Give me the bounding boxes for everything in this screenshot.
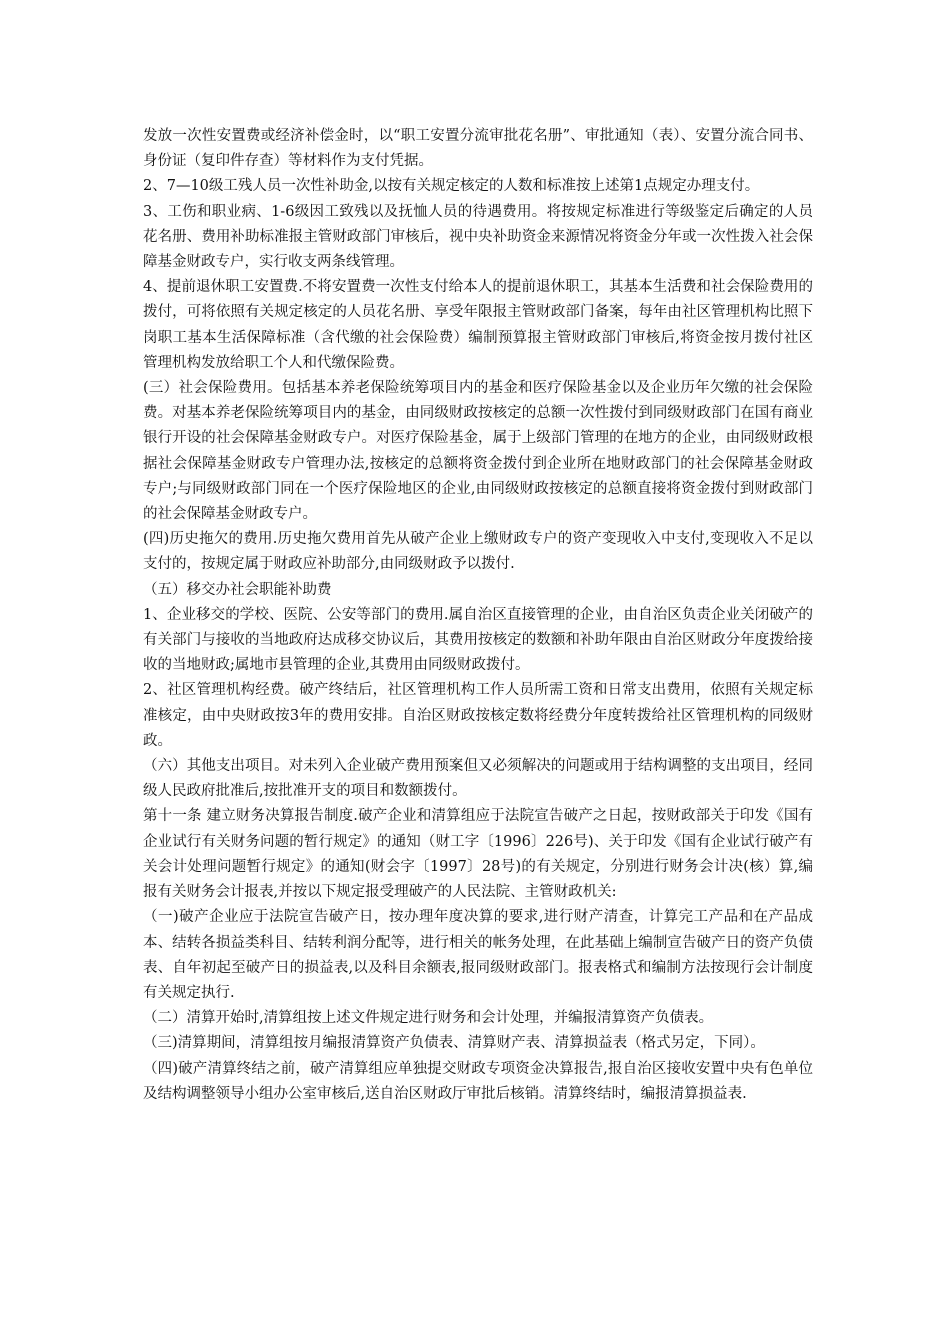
paragraph-14: （三)清算期间，清算组按月编报清算资产负债表、清算财产表、清算损益表（格式另定，下同）。: [143, 1035, 765, 1052]
paragraph-8: 1、企业移交的学校、医院、公安等部门的费用.属自治区直接管理的企业，由自治区负责企业关闭破产的有关部门与接收的当地政府达成移交协议后，其费用按核定的数额和补助年限由自治区财政分年度拨给接收的当地财政;属地市县管理的企业,其费用由同级财政拨付。: [143, 606, 813, 674]
paragraph-13: （二）清算开始时,清算组按上述文件规定进行财务和会计处理，并编报清算资产负债表。: [143, 1010, 714, 1027]
paragraph-5: (三）社会保险费用。包括基本养老保险统筹项目内的基金和医疗保险基金以及企业历年欠缴的社会保险费。对基本养老保险统筹项目内的基金，由同级财政按核定的总额一次性拨付到同级财政部门在国有商业银行开设的社会保障基金财政专户。对医疗保险基金，属于上级部门管理的在地方的企业，由同级财政根据社会保障基金财政专户管理办法,按核定的总额将资金拨付到企业所在地财政部门的社会保障基金财政专户;与同级财政部门同在一个医疗保险地区的企业,由同级财政按核定的总额直接将资金拨付到财政部门的社会保障基金财政专户。: [143, 380, 813, 523]
paragraph-3: 3、工伤和职业病、1-6级因工致残以及抚恤人员的待遇费用。将按规定标准进行等级鉴定后确定的人员花名册、费用补助标准报主管财政部门审核后，视中央补助资金来源情况将资金分年或一次性拨入社会保障基金财政专户，实行收支两条线管理。: [143, 203, 813, 271]
paragraph-12: （一)破产企业应于法院宣告破产日，按办理年度决算的要求,进行财产清查，计算完工产品和在产品成本、结转各损益类科目、结转利润分配等，进行相关的帐务处理，在此基础上编制宣告破产日的资产负债表、自年初起至破产日的损益表,以及科目余额表,报同级财政部门。报表格式和编制方法按现行会计制度有关规定执行.: [143, 909, 813, 1001]
paragraph-4: 4、提前退休职工安置费.不将安置费一次性支付给本人的提前退休职工，其基本生活费和社会保险费用的拨付，可将依照有关规定核定的人员花名册、享受年限报主管财政部门备案，每年由社区管理机构比照下岗职工基本生活保障标准（含代缴的社会保险费）编制预算报主管财政部门审核后,将资金按月拨付社区管理机构发放给职工个人和代缴保险费。: [143, 279, 813, 371]
paragraph-1: 发放一次性安置费或经济补偿金时，以“职工安置分流审批花名册”、审批通知（表）、安置分流合同书、身份证（复印件存查）等材料作为支付凭据。: [143, 128, 813, 170]
paragraph-9: 2、社区管理机构经费。破产终结后，社区管理机构工作人员所需工资和日常支出费用，依照有关规定标准核定，由中央财政按3年的费用安排。自治区财政按核定数将经费分年度转拨给社区管理机构的同级财政。: [143, 682, 813, 749]
paragraph-7: （五）移交办社会职能补助费: [143, 581, 332, 598]
paragraph-10: （六）其他支出项目。对未列入企业破产费用预案但又必须解决的问题或用于结构调整的支出项目，经同级人民政府批准后,按批准开支的项目和数额拨付。: [143, 758, 813, 800]
document-body: [143, 124, 813, 1107]
paragraph-2: 2、7—10级工残人员一次性补助金,以按有关规定核定的人数和标准按上述第1点规定办理支付。: [143, 178, 760, 195]
paragraph-11: 第十一条 建立财务决算报告制度.破产企业和清算组应于法院宣告破产之日起，按财政部关于印发《国有企业试行有关财务问题的暂行规定》的通知（财工字〔1996〕226号)、关于印发《国有企业试行破产有关会计处理问题暂行规定》的通知(财会字〔1997〕28号)的有关规定，分别进行财务会计决(核）算,编报有关财务会计报表,并按以下规定报受理破产的人民法院、主管财政机关:: [143, 808, 813, 901]
paragraph-15: （四)破产清算终结之前，破产清算组应单独提交财政专项资金决算报告,报自治区接收安置中央有色单位及结构调整领导小组办公室审核后,送自治区财政厅审批后核销。清算终结时，编报清算损益表.: [143, 1060, 813, 1102]
paragraph-6: (四)历史拖欠的费用.历史拖欠费用首先从破产企业上缴财政专户的资产变现收入中支付,变现收入不足以支付的，按规定属于财政应补助部分,由同级财政予以拨付.: [143, 531, 813, 573]
